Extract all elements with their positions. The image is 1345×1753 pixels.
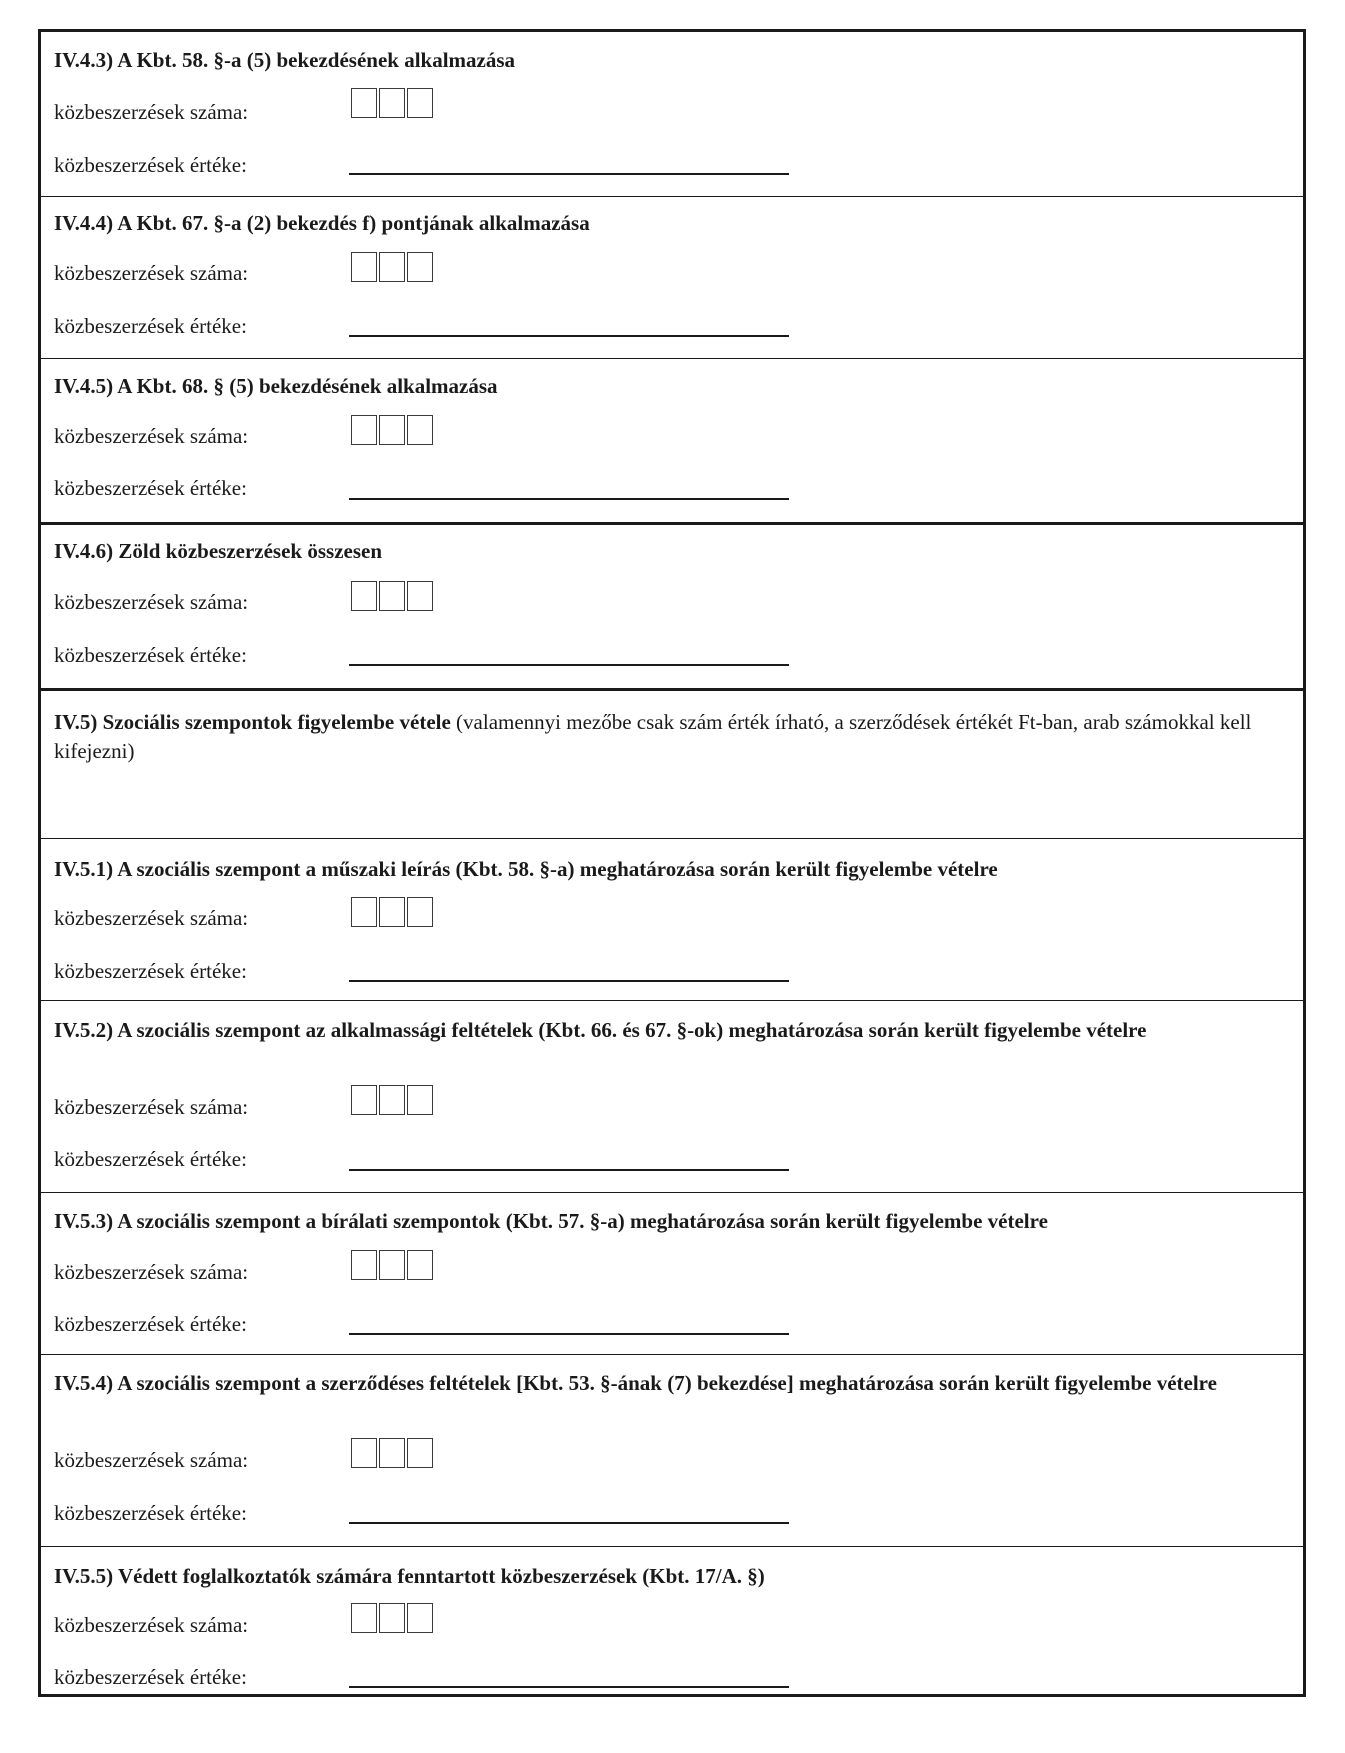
digit-box[interactable] (351, 88, 377, 118)
section-title: IV.5.4) A szociális szempont a szerződéses feltételek [Kbt. 53. §-ának (7) bekezdése] meghatározása során került figyelembe vételre (54, 1371, 1217, 1395)
count-label: közbeszerzések száma: (54, 590, 249, 614)
section-iv-5-4 (41, 1354, 1303, 1546)
count-input[interactable] (351, 1603, 433, 1633)
count-input[interactable] (351, 1085, 433, 1115)
digit-box[interactable] (379, 581, 405, 611)
value-label: közbeszerzések értéke: (54, 959, 247, 983)
count-input[interactable] (351, 1250, 433, 1280)
section-iv-4-6 (41, 522, 1303, 688)
section-iv-5-1 (41, 838, 1303, 1000)
section-title-main: IV.5) Szociális szempontok figyelembe vétele (54, 710, 451, 734)
value-input-line[interactable] (349, 498, 789, 500)
digit-box[interactable] (407, 581, 433, 611)
section-title: IV.4.5) A Kbt. 68. § (5) bekezdésének alkalmazása (54, 374, 498, 398)
value-input-line[interactable] (349, 335, 789, 337)
section-note: (valamennyi mezőbe csak szám érték írható, a szerződések értékét Ft-ban, arab számokkal kell kifejezni) (54, 710, 1252, 763)
digit-box[interactable] (379, 88, 405, 118)
digit-box[interactable] (407, 1250, 433, 1280)
count-label: közbeszerzések száma: (54, 1448, 249, 1472)
value-input-line[interactable] (349, 1333, 789, 1335)
digit-box[interactable] (379, 1603, 405, 1633)
count-label: közbeszerzések száma: (54, 261, 249, 285)
value-input-line[interactable] (349, 664, 789, 666)
digit-box[interactable] (407, 1085, 433, 1115)
section-title: IV.4.4) A Kbt. 67. §-a (2) bekezdés f) pontjának alkalmazása (54, 211, 590, 235)
count-input[interactable] (351, 88, 433, 118)
section-iv-5-2 (41, 1000, 1303, 1192)
value-input-line[interactable] (349, 1686, 789, 1688)
digit-box[interactable] (379, 1250, 405, 1280)
section-iv-4-5 (41, 358, 1303, 522)
value-label: közbeszerzések értéke: (54, 1312, 247, 1336)
digit-box[interactable] (351, 897, 377, 927)
section-iv-5-3 (41, 1192, 1303, 1354)
section-title: IV.5.3) A szociális szempont a bírálati szempontok (Kbt. 57. §-a) meghatározása során került figyelembe vételre (54, 1209, 1048, 1233)
section-iv-4-4 (41, 196, 1303, 358)
digit-box[interactable] (407, 415, 433, 445)
digit-box[interactable] (407, 897, 433, 927)
digit-box[interactable] (407, 252, 433, 282)
form-frame (38, 29, 1306, 1697)
digit-box[interactable] (379, 252, 405, 282)
count-input[interactable] (351, 415, 433, 445)
count-label: közbeszerzések száma: (54, 1613, 249, 1637)
value-label: közbeszerzések értéke: (54, 1501, 247, 1525)
count-input[interactable] (351, 252, 433, 282)
digit-box[interactable] (351, 581, 377, 611)
count-label: közbeszerzések száma: (54, 100, 249, 124)
count-input[interactable] (351, 581, 433, 611)
section-iv-4-3 (41, 32, 1303, 196)
value-label: közbeszerzések értéke: (54, 314, 247, 338)
count-label: közbeszerzések száma: (54, 906, 249, 930)
value-label: közbeszerzések értéke: (54, 643, 247, 667)
section-title: IV.5.2) A szociális szempont az alkalmassági feltételek (Kbt. 66. és 67. §-ok) meghatározása során került figyelembe vételre (54, 1018, 1147, 1042)
value-input-line[interactable] (349, 1169, 789, 1171)
digit-box[interactable] (379, 415, 405, 445)
digit-box[interactable] (351, 1250, 377, 1280)
count-label: közbeszerzések száma: (54, 1095, 249, 1119)
section-title: IV.4.6) Zöld közbeszerzések összesen (54, 539, 383, 563)
section-iv-5-5 (41, 1546, 1303, 1697)
value-label: közbeszerzések értéke: (54, 476, 247, 500)
value-label: közbeszerzések értéke: (54, 1665, 247, 1689)
value-input-line[interactable] (349, 173, 789, 175)
digit-box[interactable] (407, 1438, 433, 1468)
digit-box[interactable] (379, 897, 405, 927)
digit-box[interactable] (407, 88, 433, 118)
count-label: közbeszerzések száma: (54, 424, 249, 448)
count-label: közbeszerzések száma: (54, 1260, 249, 1284)
digit-box[interactable] (379, 1438, 405, 1468)
section-title: IV.5.1) A szociális szempont a műszaki leírás (Kbt. 58. §-a) meghatározása során került figyelembe vételre (54, 857, 998, 881)
count-input[interactable] (351, 1438, 433, 1468)
digit-box[interactable] (407, 1603, 433, 1633)
digit-box[interactable] (351, 1438, 377, 1468)
section-title (54, 708, 1289, 766)
section-title: IV.4.3) A Kbt. 58. §-a (5) bekezdésének alkalmazása (54, 48, 516, 72)
value-label: közbeszerzések értéke: (54, 1147, 247, 1171)
section-title: IV.5.5) Védett foglalkoztatók számára fenntartott közbeszerzések (Kbt. 17/A. §) (54, 1564, 765, 1588)
digit-box[interactable] (351, 1085, 377, 1115)
count-input[interactable] (351, 897, 433, 927)
value-input-line[interactable] (349, 1522, 789, 1524)
section-iv-5 (41, 688, 1303, 838)
digit-box[interactable] (351, 415, 377, 445)
digit-box[interactable] (379, 1085, 405, 1115)
value-label: közbeszerzések értéke: (54, 153, 247, 177)
digit-box[interactable] (351, 1603, 377, 1633)
value-input-line[interactable] (349, 980, 789, 982)
digit-box[interactable] (351, 252, 377, 282)
